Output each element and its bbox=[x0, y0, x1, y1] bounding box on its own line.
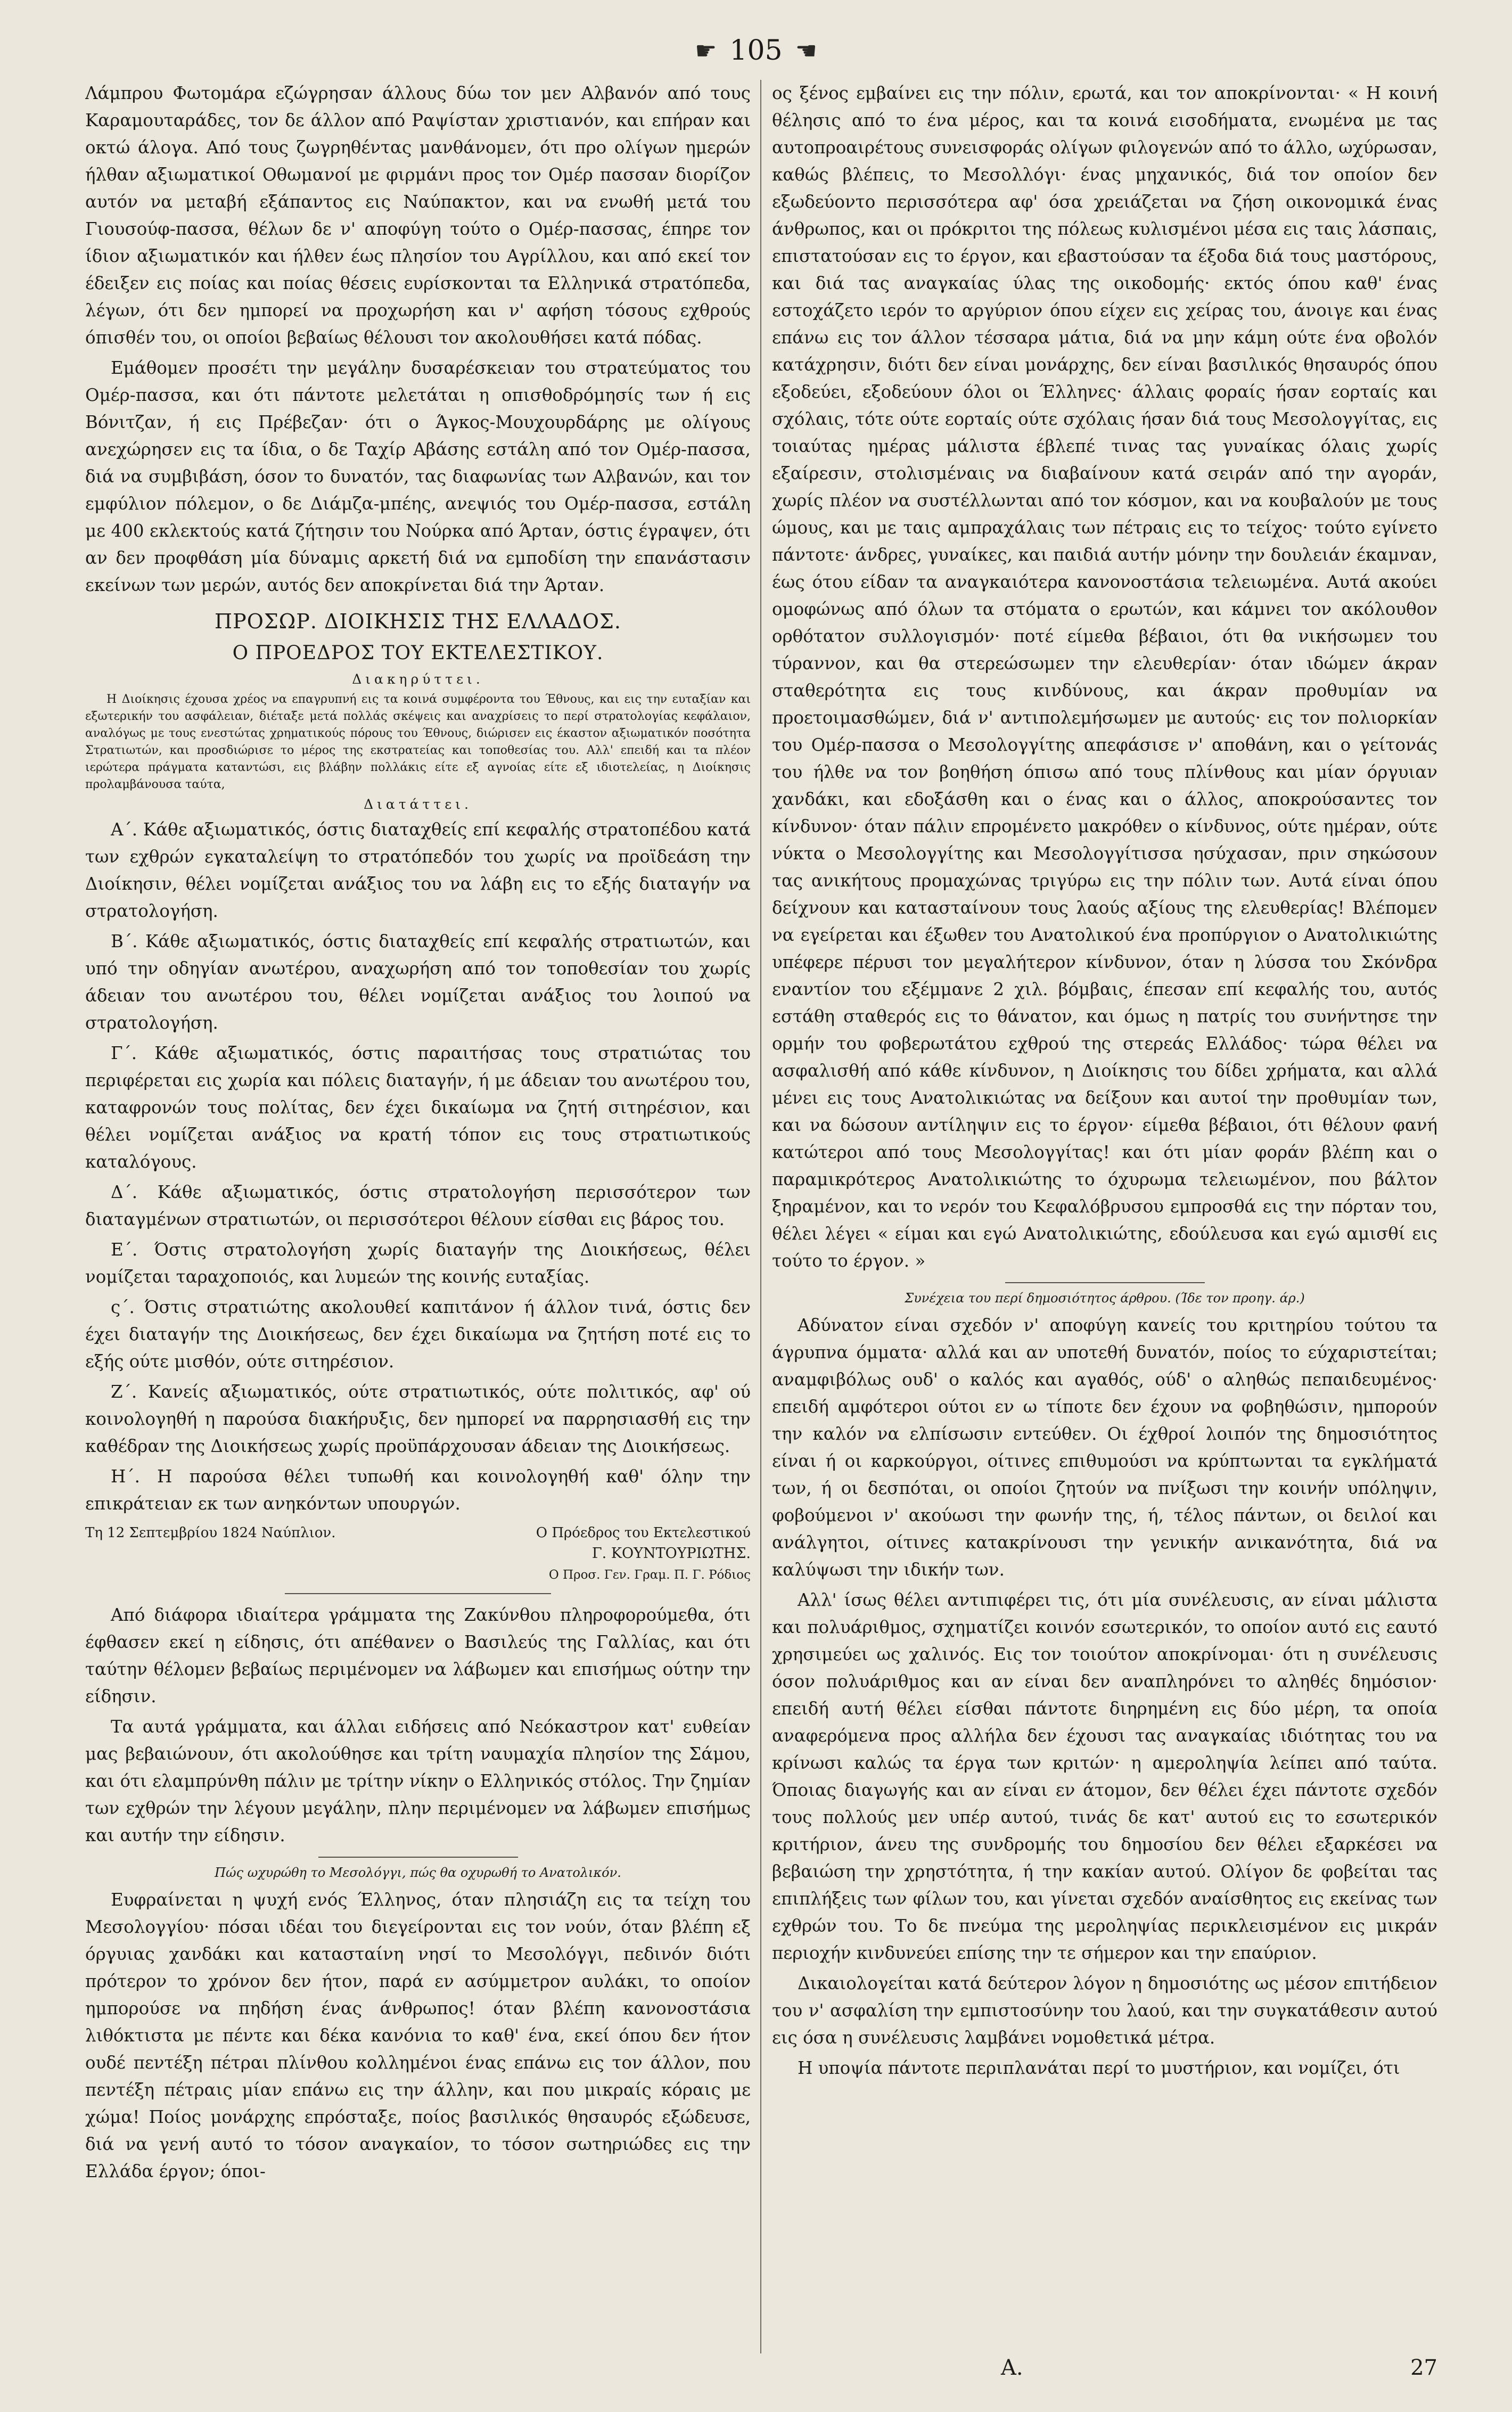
section-divider bbox=[318, 1857, 518, 1858]
page-footer bbox=[772, 2356, 1437, 2380]
article-paragraph: Ευφραίνεται η ψυχή ενός Έλληνος, όταν πλησιάζη εις τα τείχη του Μεσολογγίου· πόσαι ιδέαι του διεγείρονται εις τον νούν, όταν βλέπη εξ όργυιας χανδάκι και κατασταίνη νησί το Μεσολόγγι, πεδινόν διότι πρότερον το χρόνον δεν ήτον, παρά εν ασύμμετρον αυλάκι, το οποίον ημπορούσε να πηδήση ένας άνθρωπος! όταν βλέπη κανονοστάσια λιθόκτιστα με πέντε και δέκα κανόνια το καθ' ένα, εκεί όπου δεν ήτον ουδέ πεντέξη πέτραι πλίνθου κολλημένοι ένας επάνω εις τον άλλον, που πεντέξη πέτραις μίαν επάνω εις την άλλην, και που μικραίς κόραις με χώμα! Ποίος μονάρχης επρόσταξε, ποίος βασιλικός θησαυρός εξώδευσε, διά να γενή αυτό το τόσον αναγκαίον, το τόσον σωτηριώδες εις την Ελλάδα έργον; όποι- bbox=[85, 1890, 751, 2181]
pointing-hand-left-icon: ☚ bbox=[795, 36, 817, 65]
essay-paragraph: Αλλ' ίσως θέλει αντιπιφέρει τις, ότι μία συνέλευσις, αν είναι μάλιστα και πολυάριθμος, σχηματίζει κοινόν εσωτερικόν, το οποίον αυτό εις εαυτό χρησιμεύει ως χαλινός. Εις τον τοιούτον αποκρίνομαι· ότι η συνέλευσις όσον πολυάριθμος και αν είναι δεν αναπληρόνει το αληθές δημόσιον· επειδή αυτή θέλει είσθαι πάντοτε διηρημένη εις δύο μέρη, τα οποία αναφερόμενα προς αλλήλα δεν έχουσι τας αναγκαίας ιδιότητας του να κρίνωσι καλώς τα έργα των κριτών· η αμεροληψία λείπει από ταύτα. Όποιας διαγωγής και αν είναι εν άτομον, δεν θέλει έχει πάντοτε σχεδόν τους πολλούς μεν υπέρ αυτού, τινάς δε κατ' αυτού εις το εσωτερικόν κριτήριον, άνευ της συνδρομής του δημοσίου δεν θέλει εξαρκέσει να βεβαιώση την χρηστότητα, ή την κακίαν αυτού. Ολίγον δε φοβείται τας επιπλήξεις των φίλων του, και γίνεται σχεδόν αναίσθητος εις εκείνας των εχθρών του. Το δε πνεύμα της μεροληψίας περικλεισμένον εις μικράν περιοχήν κινδυνεύει επίσης την τε σήμερον και την επαύριον. bbox=[772, 1590, 1437, 1963]
decree-article: Γ΄. Κάθε αξιωματικός, όστις παραιτήσας τους στρατιώτας του περιφέρεται εις χωρία και πόλεις διαταγήν, ή με άδειαν του ανωτέρου του, καταφρονών τους πολίτας, δεν έχει δικαίωμα να ζητή σιτηρέσιον, και θέλει νομίζεται ανάξιος να κρατή τόπον εις τους στρατιωτικούς καταλόγους. bbox=[85, 1043, 751, 1172]
article-paragraph: ος ξένος εμβαίνει εις την πόλιν, ερωτά, και τον αποκρίνονται· « Η κοινή θέλησις από το ένα μέρος, και τα κοινά εισοδήματα, ενωμένα με τας αυτοπροαιρέτους συνεισφοράς ολίγων φιλογενών από το άλλο, ωχύρωσαν, καθώς βλέπεις, το Μεσολλόγι· ένας μηχανικός, διά τον οποίον δεν εξωδεύοντο περισσότερα αφ' όσα χρειάζεται να ζήση οικονομικά ένας άνθρωπος, και οι πρόκριτοι της πόλεως κυλισμένοι μέσα εις ταις λάσπαις, επιστατούσαν εις το έργον, και εβαστούσαν τα έξοδα διά τους μαστόρους, και διά τας αναγκαίας ύλας της οικοδομής· εκτός όπου καθ' ένας εστοχάζετο ιερόν το αργύριον όπου είχεν εις χείρας του, άνοιγε και ένας επάνω εις τον άλλον τέσσαρα μάτια, διά να μην κάμη ούτε ένα οβολόν κατάχρησιν, διότι δεν είναι μονάρχης, δεν είναι βασιλικός θησαυρός όπου εξοδεύει, εξοδεύουν όλοι οι Έλληνες· άλλαις φοραίς ήσαν εορταίς και σχόλαις, τότε ούτε εορταίς ούτε σχόλαις ήσαν διά τους Μεσολογγίτας, εις τοιαύτας ημέρας μάλιστα έβλεπέ τινας τας γυναίκας όλαις χωρίς εξαίρεσιν, στολισμέναις να διαβαίνουν κατά σειράν από την αγοράν, χωρίς πλέον να συστέλλωνται από τον κόσμον, και να κουβαλούν με τους ώμους, και με ταις αμπραχάλαις των πέτραις εις το τείχος· τούτο εγίνετο πάντοτε· άνδρες, γυναίκες, και παιδιά αυτήν μόνην την δουλειάν έκαμναν, έως ότου είδαν τα αναγκαιότερα κανονοστάσια τελειωμένα. Αυτά ακούει ομοφώνως από όλων τα στόματα ο ερωτών, και κάμνει τον ακόλουθον ορθότατον συλλογισμόν· ποτέ είμεθα βέβαιοι, ότι θα νικήσωμεν του τύραννον, και θα στερεώσωμεν την ελευθερίαν· όταν ιδώμεν άκραν σταθερότητα εις τους κινδύνους, και άκραν προθυμίαν να προετοιμασθώμεν, διά ν' αντιπολεμήσωμεν με αυτούς· εις τον πολιορκίαν του Ομέρ-πασσα ο Μεσολογγίτης απεφάσισε ν' αποθάνη, και ο γείτονάς του ήλθε να τον βοηθήση όπισω από τους πλίνθους και μίαν όργυιαν χανδάκι, και εδοξάσθη και ο ένας και ο άλλος, αποκρούσαντες τον κίνδυνον· όταν πάλιν επρομένετο μακρόθεν ο κίνδυνος, ούτε ημέραν, ούτε νύκτα ο Μεσολογγίτης και Μεσολογγίτισσα ησύχασαν, πριν σηκώσουν τας ανικήτους προμαχώνας τριγύρω εις την πόλιν των. Αυτά είναι όπου δείχνουν και κατασταίνουν τους λαούς αξίους της ελευθερίας! Βλέπομεν να εγείρεται και έξωθεν του Ανατολικού ένα προπύργιον ο Ανατολικιώτης υπέφερε πέρυσι τον μεγαλήτερον κίνδυνον, όταν η λύσσα του Σκόνδρα εναντίον του εξέμμανε 2 χιλ. βόμβαις, έπεσαν επί κεφαλής του, αυτός εστάθη σταθερός εις το θάνατον, και όμως η πατρίς του συνήντησε την ορμήν του φοβερωτάτου εχθρού της στερεάς Ελλάδος· τώρα θέλει να ασφαλισθή από κάθε κίνδυνον, η Διοίκησις του δίδει χρήματα, και αλλά μένει εις τους Ανατολικιώτας να δείξουν και αυτοί την προθυμίαν των, και να δώσουν αντίληψιν εις το έργον· είμεθα βέβαιοι, ότι θέλουν φανή κατώτεροι από τους Μεσολογγίτας! και ότι μίαν φοράν βλέπη και ο παραμικρότερος Ανατολικιώτης το όχυρωμα τελειωμένον, που βάλτον ξηραμένον, και το νερόν του Κεφαλόβρυσου εμπροσθά εις την πόρταν του, θέλει λέγει « είμαι και εγώ Ανατολικιώτης, εδούλευσα και εγώ αμισθί εις τούτο το έργον. » bbox=[772, 83, 1437, 1271]
decree-office: Ο Πρόεδρος του Εκτελεστικού bbox=[536, 1525, 751, 1541]
article-caption: Πώς ωχυρώθη το Μεσολόγγι, πώς θα οχυρωθή το Ανατολικόν. bbox=[215, 1865, 621, 1880]
decree-title: ΠΡΟΣΩΡ. ΔΙΟΙΚΗΣΙΣ ΤΗΣ ΕΛΛΑΔΟΣ. bbox=[215, 610, 621, 633]
signature-mark: Α. bbox=[1001, 2356, 1023, 2380]
right-column bbox=[772, 80, 1437, 2364]
page-header bbox=[0, 27, 1512, 75]
decree-article: Δ΄. Κάθε αξιωματικός, όστις στρατολογήση περισσότερον των διαταγμένων στρατιωτών, οι περισσότεροι θέλουν είσθαι εις βάρος του. bbox=[85, 1182, 751, 1229]
left-column bbox=[85, 80, 751, 2364]
news-paragraph: Τα αυτά γράμματα, και άλλαι ειδήσεις από Νεόκαστρον κατ' ευθείαν μας βεβαιώνουν, ότι ακολούθησε και τρίτη ναυμαχία πλησίον της Σάμου, και ότι ελαμπρύνθη πάλιν με τρίτην νίκην ο Ελληνικός στόλος. Την ζημίαν των εχθρών την λέγουν μεγάλην, πλην περιμένομεν να λάβωμεν επισήμως και αυτήν την είδησιν. bbox=[85, 1717, 751, 1845]
news-paragraph: Εμάθομεν προσέτι την μεγάλην δυσαρέσκειαν του στρατεύματος του Ομέρ-πασσα, και ότι πάντοτε μελετάται η οπισθοδρόμησίς των ή εις Βόνιτζαν, ή εις Πρέβεζαν· ότι ο Άγκος-Μουχουρδάρης με ολίγους ανεχώρησεν εις τα ίδια, ο δε Ταχίρ Αβάσης εστάλη από τον Ομέρ-πασσα, διά να συμβιβάση, όσον το δυνατόν, τας διαφωνίας των Αλβανών, και τον εμφύλιον πόλεμον, ο δε Διάμζα-μπέης, ανεψιός του Ομέρ-πασσα, εστάλη με 400 εκλεκτούς κατά ζήτησιν του Νούρκα από Άρταν, όστις έγραψεν, ότι αν δεν προφθάση μία δύναμις αρκετή διά να εμποδίση την επανάστασιν εκείνων των μερών, αυτός δεν αποκρίνεται διά την Άρταν. bbox=[85, 358, 751, 595]
decree-secretary-signature: Ο Προσ. Γεν. Γραμ. Π. Γ. Ρόδιος bbox=[548, 1568, 751, 1582]
decree-orders: Διατάττει. bbox=[364, 797, 472, 812]
news-paragraph: Λάμπρου Φωτομάρα εζώγρησαν άλλους δύω τον μεν Αλβανόν από τους Καραμουταράδες, τον δε άλλον από Ραψίσταν χριστιανόν, και επήραν και οκτώ άλογα. Από τους ζωγρηθέντας μανθάνομεν, ότι προ ολίγων ημερών ήλθαν αξιωματικοί Οθωμανοί με φιρμάνι προς τον Ομέρ πασσαν διορίζον αυτόν να μεταβή εξάπαντος εις Ναύπακτον, και να ενωθή μετά του Γιουσούφ-πασσα, θέλων δε ν' αποφύγη τούτο ο Ομέρ-πασσας, έπηρε τον ίδιον αξιωματικόν και ήλθεν έως πλησίον του Αγρίλλου, και από εκεί τον έδειξεν εις ποίας και ποίας θέσεις ευρίσκονται τα Ελληνικά στρατόπεδα, λέγων, ότι δεν ημπορεί να προχωρήση και ν' αφήση τόσους εχθρούς όπισθέν του, οι οποίοι βεβαίως θέλουσι τον ακολουθήσει κατά πόδας. bbox=[85, 83, 751, 348]
page-number: 105 bbox=[729, 35, 783, 67]
decree-article: ς΄. Όστις στρατιώτης ακολουθεί καπιτάνον ή άλλον τινά, όστις δεν έχει διαταγήν της Διοικήσεως, δεν έχει δικαίωμα να ζητήση ποτέ εις το εξής ούτε μισθόν, ούτε σιτηρέσιον. bbox=[85, 1297, 751, 1372]
decree-subtitle: Ο ΠΡΟΕΔΡΟΣ ΤΟΥ ΕΚΤΕΛΕΣΤΙΚΟΥ. bbox=[232, 642, 604, 664]
news-paragraph: Από διάφορα ιδιαίτερα γράμματα της Ζακύνθου πληροφορούμεθα, ότι έφθασεν εκεί η είδησις, ότι απέθανεν ο Βασιλεύς της Γαλλίας, και ότι ταύτην θέλομεν βεβαίως περιμένομεν να λάβωμεν και επισήμως ούτην την είδησιν. bbox=[85, 1605, 751, 1707]
section-divider bbox=[1005, 1282, 1205, 1283]
essay-caption: Συνέχεια του περί δημοσιότητος άρθρου. (Ίδε τον προηγ. άρ.) bbox=[905, 1291, 1305, 1306]
decree-president-signature: Γ. ΚΟΥΝΤΟΥΡΙΩΤΗΣ. bbox=[591, 1545, 751, 1562]
decree-proclaims: Διακηρύττει. bbox=[352, 671, 484, 687]
column-divider bbox=[760, 80, 761, 2353]
decree-article: Ζ΄. Κανείς αξιωματικός, ούτε στρατιωτικός, ούτε πολιτικός, αφ' ού κοινολογηθή η παρούσα διακήρυξις, δεν ημπορεί να παρρησιασθή εις την καθέδραν της Διοικήσεως χωρίς προϋπάρχουσαν άδειαν της Διοικήσεως. bbox=[85, 1382, 751, 1456]
essay-paragraph: Δικαιολογείται κατά δεύτερον λόγον η δημοσιότης ως μέσον επιτήδειον του ν' ασφαλίση την εμπιστοσύνην του λαού, και την συγκατάθεσιν αυτού εις όσα η συνέλευσις λαμβάνει νομοθετικά μέτρα. bbox=[772, 1973, 1437, 2048]
decree-date: Τη 12 Σεπτεμβρίου 1824 Ναύπλιον. bbox=[85, 1525, 336, 1541]
decree-article: Α΄. Κάθε αξιωματικός, όστις διαταχθείς επί κεφαλής στρατοπέδου κατά των εχθρών εγκαταλείψη το στρατόπεδόν του χωρίς να προϊδεάση την Διοίκησιν, θέλει νομίζεται ανάξιος του να λάβη εις το εξής διαταγήν να στρατολογήση. bbox=[85, 819, 751, 921]
section-divider bbox=[285, 1593, 551, 1594]
decree-article: Ε΄. Όστις στρατολογήση χωρίς διαταγήν της Διοικήσεως, θέλει νομίζεται ταραχοποιός, και λυμεών της κοινής ευταξίας. bbox=[85, 1240, 751, 1287]
pointing-hand-right-icon: ☛ bbox=[695, 36, 717, 65]
decree-preamble: Η Διοίκησις έχουσα χρέος να επαγρυπνή εις τα κοινά συμφέροντα του Έθνους, και εις την ευταξίαν και εξωτερικήν του ασφάλειαν, διέταξε μετά πολλάς σκέψεις και αναχρίσεις το περί στρατολογίας κεφάλαιον, αναλόγως με τους ενεστώτας χρηματικούς πόρους του Έθνους, διώρισεν εις έκαστον αξιωματικόν ποσότητα Στρατιωτών, και προσδιώρισε το μέρος της εκστρατείας και τοποθεσίας του. Αλλ' επειδή και τα πλέον ιερώτερα πράγματα καταντώσι, εις βλάβην πολλάκις είτε εξ αγνοίας είτε εξ ιδιοτελείας, η Διοίκησις προλαμβάνουσα ταύτα, bbox=[85, 693, 751, 791]
sheet-number: 27 bbox=[1410, 2356, 1437, 2380]
essay-paragraph: Αδύνατον είναι σχεδόν ν' αποφύγη κανείς του κριτηρίου τούτου τα άγρυπνα όμματα· αλλά και αν υποτεθή δυνατόν, ποίος το εύχαριστείται; αναμφιβόλως ουδ' ο καλός και αγαθός, ούδ' ο αληθώς πεπαιδευμένος· επειδή αμφότεροι ούτοι εν ω τίποτε δεν έχουν να φοβηθώσιν, ημπορούν την καλόν να ελπίσωσιν εντεύθεν. Οι έχθροί λοιπόν της δημοσιότητος είναι ή οι καρκούργοι, οίτινες επιθυμούσι να κρύπτωνται τα εγκλήματά των, ή οι δεσπόται, οι οποίοι ζητούν να πνίξωσι την κοινήν υπόληψιν, φοβούμενοι ν' ακούωσι την φωνήν της, ή, τέλος πάντων, οι δειλοί και ανάλγητοι, οίτινες κατακρίνουσι την γενικήν ανικανότητα, διά να καλύψωσι την ιδικήν των. bbox=[772, 1315, 1437, 1580]
decree-article: Η΄. Η παρούσα θέλει τυπωθή και κοινολογηθή καθ' όλην την επικράτειαν εκ των ανηκόντων υπουργών. bbox=[85, 1466, 751, 1514]
decree-dateline bbox=[85, 1523, 751, 1543]
decree-article: Β΄. Κάθε αξιωματικός, όστις διαταχθείς επί κεφαλής στρατιωτών, και υπό την οδηγίαν ανωτέρου, αναχωρήση από τον τοποθεσίαν του χωρίς άδειαν του ανωτέρου του, θέλει νομίζεται ανάξιος του λοιπού να στρατολογήση. bbox=[85, 931, 751, 1033]
essay-paragraph: Η υποψία πάντοτε περιπλανάται περί το μυστήριον, και νομίζει, ότι bbox=[798, 2058, 1400, 2078]
